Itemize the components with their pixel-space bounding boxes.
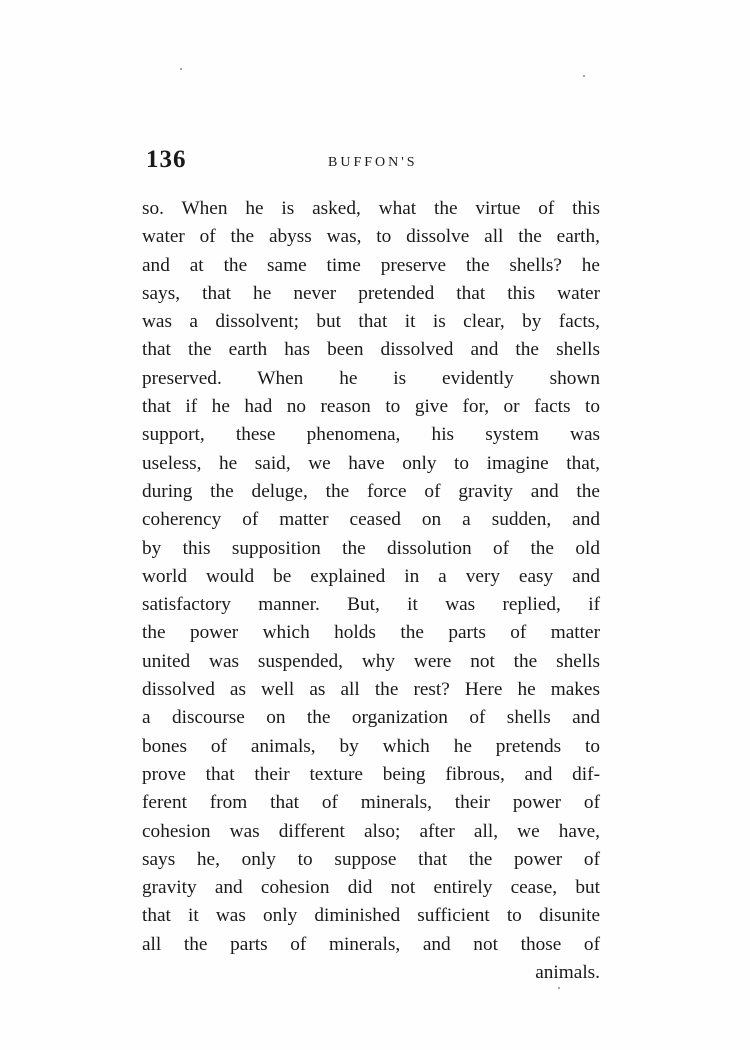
text-line: world would be explained in a very easy and [142, 565, 600, 587]
page-header [146, 146, 598, 180]
catchword: animals. [535, 962, 600, 984]
text-line: and at the same time preserve the shells? he [142, 254, 600, 276]
text-line: gravity and cohesion did not entirely cease, but [142, 877, 600, 899]
text-line: by this supposition the dissolution of the old [142, 537, 600, 559]
text-line: bones of animals, by which he pretends to [142, 735, 600, 757]
text-line: water of the abyss was, to dissolve all the earth, [142, 226, 600, 248]
text-line: ferent from that of minerals, their power of [142, 792, 600, 814]
text-line: says, that he never pretended that this water [142, 282, 600, 304]
text-line: that if he had no reason to give for, or facts to [142, 396, 600, 418]
text-line: preserved. When he is evidently shown [142, 367, 600, 389]
running-head: BUFFON'S [328, 155, 418, 170]
text-line: satisfactory manner. But, it was replied, if [142, 594, 600, 616]
text-line: dissolved as well as all the rest? Here he makes [142, 679, 600, 701]
text-line: cohesion was different also; after all, we have, [142, 820, 600, 842]
text-line: a discourse on the organization of shells and [142, 707, 600, 729]
body-text [142, 195, 600, 987]
text-line: says he, only to suppose that the power of [142, 848, 600, 870]
page-number: 136 [146, 146, 187, 173]
text-line: useless, he said, we have only to imagine that, [142, 452, 600, 474]
text-line: united was suspended, why were not the shells [142, 650, 600, 672]
text-line: prove that their texture being fibrous, and dif- [142, 763, 600, 785]
text-line: was a dissolvent; but that it is clear, by facts, [142, 311, 600, 333]
text-line: coherency of matter ceased on a sudden, and [142, 509, 600, 531]
text-line: that the earth has been dissolved and the shells [142, 339, 600, 361]
paper-speck [583, 75, 585, 77]
text-line: all the parts of minerals, and not those of [142, 933, 600, 955]
text-line: so. When he is asked, what the virtue of this [142, 198, 600, 219]
text-line: support, these phenomena, his system was [142, 424, 600, 446]
text-line: during the deluge, the force of gravity and the [142, 480, 600, 502]
text-line: the power which holds the parts of matter [142, 622, 600, 644]
text-line: that it was only diminished sufficient to disunite [142, 905, 600, 927]
paper-speck [180, 68, 182, 70]
